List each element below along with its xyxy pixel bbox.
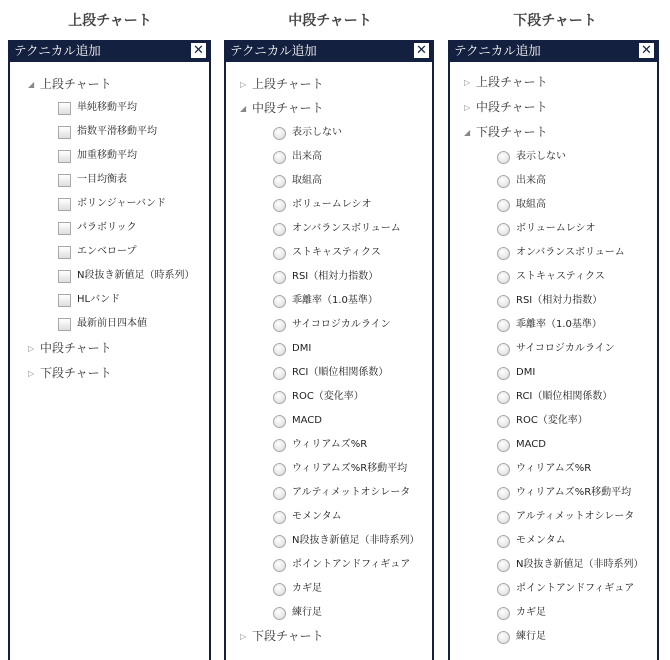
collapsed-arrow-icon: ▷ (28, 343, 35, 353)
radio-option[interactable] (497, 435, 546, 455)
close-icon[interactable]: ✕ (191, 43, 206, 58)
radio-option[interactable] (273, 531, 419, 551)
option-label: パラボリック (77, 222, 137, 233)
tree-node-label: 下段チャート (252, 629, 324, 643)
option-label: ウィリアムズ%R (516, 463, 592, 474)
radio-button[interactable] (497, 343, 510, 356)
radio-button[interactable] (497, 631, 510, 644)
checkbox-option[interactable] (58, 98, 137, 118)
radio-button[interactable] (497, 487, 510, 500)
radio-option[interactable] (273, 411, 322, 431)
option-label: ポイントアンドフィギュア (292, 559, 411, 570)
radio-option[interactable] (273, 219, 401, 239)
radio-button[interactable] (273, 463, 286, 476)
option-label: RSI（相対力指数） (292, 271, 379, 282)
option-label: カギ足 (516, 607, 546, 618)
collapsed-arrow-icon: ▷ (28, 368, 35, 378)
panel-title: テクニカル追加 (230, 43, 317, 58)
radio-button[interactable] (273, 439, 286, 452)
option-label: 一目均衡表 (77, 174, 127, 185)
radio-button[interactable] (497, 199, 510, 212)
radio-button[interactable] (273, 151, 286, 164)
collapsed-arrow-icon: ▷ (464, 77, 471, 87)
radio-button[interactable] (273, 583, 286, 596)
option-label: 最新前日四本値 (77, 318, 147, 329)
radio-button[interactable] (497, 223, 510, 236)
option-label: エンベロープ (77, 246, 137, 257)
option-label: ボリュームレシオ (516, 223, 596, 234)
checkbox-option[interactable] (58, 170, 127, 190)
radio-option[interactable] (497, 387, 612, 407)
option-label: 出来高 (516, 175, 546, 186)
radio-button[interactable] (497, 391, 510, 404)
checkbox[interactable] (58, 102, 71, 115)
checkbox[interactable] (58, 198, 71, 211)
radio-option[interactable] (273, 507, 342, 527)
radio-option[interactable] (273, 603, 322, 623)
radio-button[interactable] (497, 463, 510, 476)
option-label: ROC（変化率） (292, 391, 364, 402)
option-label: アルティメットオシレータ (292, 487, 411, 498)
panel-title: テクニカル追加 (454, 43, 541, 58)
tree-node-label: 上段チャート (476, 75, 548, 89)
option-label: 取組高 (292, 175, 322, 186)
radio-button[interactable] (497, 607, 510, 620)
option-label: ウィリアムズ%R移動平均 (292, 463, 408, 474)
radio-button[interactable] (497, 415, 510, 428)
option-label: ウィリアムズ%R移動平均 (516, 487, 632, 498)
radio-option[interactable] (497, 507, 634, 527)
radio-option[interactable] (497, 531, 566, 551)
radio-button[interactable] (497, 559, 510, 572)
expanded-arrow-icon: ◢ (464, 127, 471, 137)
panel-title-bar (10, 40, 209, 62)
radio-option[interactable] (273, 555, 410, 575)
radio-option[interactable] (273, 339, 311, 359)
panel-upper (8, 40, 211, 660)
radio-option[interactable] (497, 339, 615, 359)
radio-option[interactable] (273, 459, 407, 479)
radio-button[interactable] (497, 367, 510, 380)
option-label: 取組高 (516, 199, 546, 210)
radio-button[interactable] (273, 607, 286, 620)
panel-title-bar (450, 40, 657, 62)
radio-option[interactable] (273, 195, 371, 215)
panel-lower (448, 40, 659, 660)
checkbox[interactable] (58, 150, 71, 163)
option-label: 加重移動平均 (77, 150, 137, 161)
radio-option[interactable] (273, 435, 367, 455)
radio-button[interactable] (273, 271, 286, 284)
radio-button[interactable] (273, 487, 286, 500)
radio-button[interactable] (497, 535, 510, 548)
radio-button[interactable] (273, 535, 286, 548)
radio-button[interactable] (273, 343, 286, 356)
close-icon[interactable]: ✕ (639, 43, 654, 58)
tree-node-label: 中段チャート (40, 341, 112, 355)
radio-option[interactable] (497, 483, 631, 503)
option-label: ボリンジャーバンド (77, 198, 167, 209)
radio-option[interactable] (497, 627, 546, 647)
radio-button[interactable] (497, 247, 510, 260)
option-label: ウィリアムズ%R (292, 439, 368, 450)
radio-option[interactable] (497, 291, 602, 311)
option-label: ポイントアンドフィギュア (516, 583, 635, 594)
close-icon[interactable]: ✕ (414, 43, 429, 58)
radio-option[interactable] (497, 147, 566, 167)
radio-option[interactable] (273, 315, 391, 335)
option-label: ROC（変化率） (516, 415, 588, 426)
option-label: 表示しない (516, 151, 566, 162)
checkbox-option[interactable] (58, 290, 120, 310)
radio-button[interactable] (497, 175, 510, 188)
radio-option[interactable] (273, 579, 322, 599)
tree-node-label: 下段チャート (40, 366, 112, 380)
option-label: ストキャスティクス (292, 247, 381, 258)
heading-lower: 下段チャート (513, 13, 597, 29)
option-label: MACD (292, 415, 322, 426)
tree-node-lower[interactable] (28, 363, 112, 383)
collapsed-arrow-icon: ▷ (240, 631, 247, 641)
checkbox-option[interactable] (58, 314, 147, 334)
option-label: サイコロジカルライン (292, 319, 391, 330)
radio-button[interactable] (497, 511, 510, 524)
option-label: 表示しない (292, 127, 342, 138)
option-label: ストキャスティクス (516, 271, 605, 282)
checkbox[interactable] (58, 270, 71, 283)
tree-node-middle[interactable] (240, 98, 324, 118)
option-label: モメンタム (292, 511, 342, 522)
option-label: N段抜き新値足（非時系列） (516, 559, 644, 570)
radio-option[interactable] (497, 195, 546, 215)
radio-button[interactable] (497, 583, 510, 596)
heading-upper: 上段チャート (68, 13, 152, 29)
radio-button[interactable] (273, 295, 286, 308)
option-label: DMI (516, 367, 536, 378)
radio-button[interactable] (273, 127, 286, 140)
checkbox[interactable] (58, 126, 71, 139)
tree-node-upper[interactable] (28, 74, 112, 94)
tree-node-label: 中段チャート (476, 100, 548, 114)
checkbox-option[interactable] (58, 266, 194, 286)
radio-option[interactable] (273, 147, 322, 167)
checkbox-option[interactable] (58, 218, 137, 238)
option-label: HLバンド (77, 294, 121, 305)
option-label: 練行足 (292, 607, 322, 618)
radio-button[interactable] (273, 559, 286, 572)
radio-button[interactable] (273, 511, 286, 524)
radio-button[interactable] (273, 199, 286, 212)
option-label: 指数平滑移動平均 (77, 126, 157, 137)
option-label: 練行足 (516, 631, 546, 642)
checkbox[interactable] (58, 318, 71, 331)
radio-option[interactable] (497, 219, 595, 239)
option-label: RSI（相対力指数） (516, 295, 603, 306)
radio-button[interactable] (497, 271, 510, 284)
radio-button[interactable] (497, 151, 510, 164)
option-label: サイコロジカルライン (516, 343, 615, 354)
radio-option[interactable] (273, 387, 364, 407)
radio-button[interactable] (273, 247, 286, 260)
checkbox-option[interactable] (58, 242, 137, 262)
option-label: MACD (516, 439, 546, 450)
radio-option[interactable] (497, 411, 588, 431)
radio-option[interactable] (273, 171, 322, 191)
option-label: ボリュームレシオ (292, 199, 372, 210)
option-label: N段抜き新値足（時系列） (77, 270, 195, 281)
option-label: DMI (292, 343, 312, 354)
tree-node-lower[interactable] (240, 626, 324, 646)
checkbox-option[interactable] (58, 194, 166, 214)
radio-option[interactable] (497, 363, 535, 383)
radio-button[interactable] (273, 367, 286, 380)
checkbox-option[interactable] (58, 122, 157, 142)
heading-middle: 中段チャート (288, 13, 372, 29)
option-label: 出来高 (292, 151, 322, 162)
radio-button[interactable] (497, 295, 510, 308)
radio-option[interactable] (273, 123, 342, 143)
tree-node-middle[interactable] (28, 338, 112, 358)
option-label: RCI（順位相関係数） (516, 391, 613, 402)
radio-option[interactable] (497, 555, 643, 575)
option-label: 単純移動平均 (77, 102, 137, 113)
checkbox-option[interactable] (58, 146, 137, 166)
option-label: オンバランスボリューム (516, 247, 625, 258)
tree-node-middle[interactable] (464, 97, 548, 117)
radio-button[interactable] (273, 223, 286, 236)
option-label: アルティメットオシレータ (516, 511, 635, 522)
expanded-arrow-icon: ◢ (28, 79, 35, 89)
radio-option[interactable] (497, 579, 634, 599)
option-label: N段抜き新値足（非時系列） (292, 535, 420, 546)
collapsed-arrow-icon: ▷ (464, 102, 471, 112)
option-label: 乖離率（1.0基準） (292, 295, 378, 306)
tree-node-lower[interactable] (464, 122, 548, 142)
tree-node-upper[interactable] (240, 74, 324, 94)
tree-node-label: 上段チャート (40, 77, 112, 91)
radio-option[interactable] (497, 603, 546, 623)
panel-title-bar (226, 40, 432, 62)
radio-option[interactable] (497, 171, 546, 191)
radio-option[interactable] (497, 459, 591, 479)
tree-node-label: 下段チャート (476, 125, 548, 139)
checkbox[interactable] (58, 222, 71, 235)
radio-button[interactable] (273, 415, 286, 428)
radio-option[interactable] (497, 267, 605, 287)
radio-button[interactable] (273, 319, 286, 332)
panel-middle (224, 40, 434, 660)
option-label: カギ足 (292, 583, 322, 594)
option-label: RCI（順位相関係数） (292, 367, 389, 378)
radio-option[interactable] (273, 363, 388, 383)
expanded-arrow-icon: ◢ (240, 103, 247, 113)
checkbox[interactable] (58, 246, 71, 259)
collapsed-arrow-icon: ▷ (240, 79, 247, 89)
option-label: オンバランスボリューム (292, 223, 401, 234)
radio-option[interactable] (273, 483, 410, 503)
tree-node-label: 中段チャート (252, 101, 324, 115)
radio-button[interactable] (273, 391, 286, 404)
radio-option[interactable] (273, 291, 378, 311)
checkbox[interactable] (58, 174, 71, 187)
checkbox[interactable] (58, 294, 71, 307)
radio-button[interactable] (497, 439, 510, 452)
option-label: モメンタム (516, 535, 566, 546)
panel-title: テクニカル追加 (14, 43, 101, 58)
radio-button[interactable] (497, 319, 510, 332)
radio-option[interactable] (273, 243, 381, 263)
tree-node-upper[interactable] (464, 72, 548, 92)
tree-node-label: 上段チャート (252, 77, 324, 91)
radio-option[interactable] (273, 267, 378, 287)
radio-option[interactable] (497, 315, 602, 335)
radio-option[interactable] (497, 243, 625, 263)
option-label: 乖離率（1.0基準） (516, 319, 602, 330)
radio-button[interactable] (273, 175, 286, 188)
